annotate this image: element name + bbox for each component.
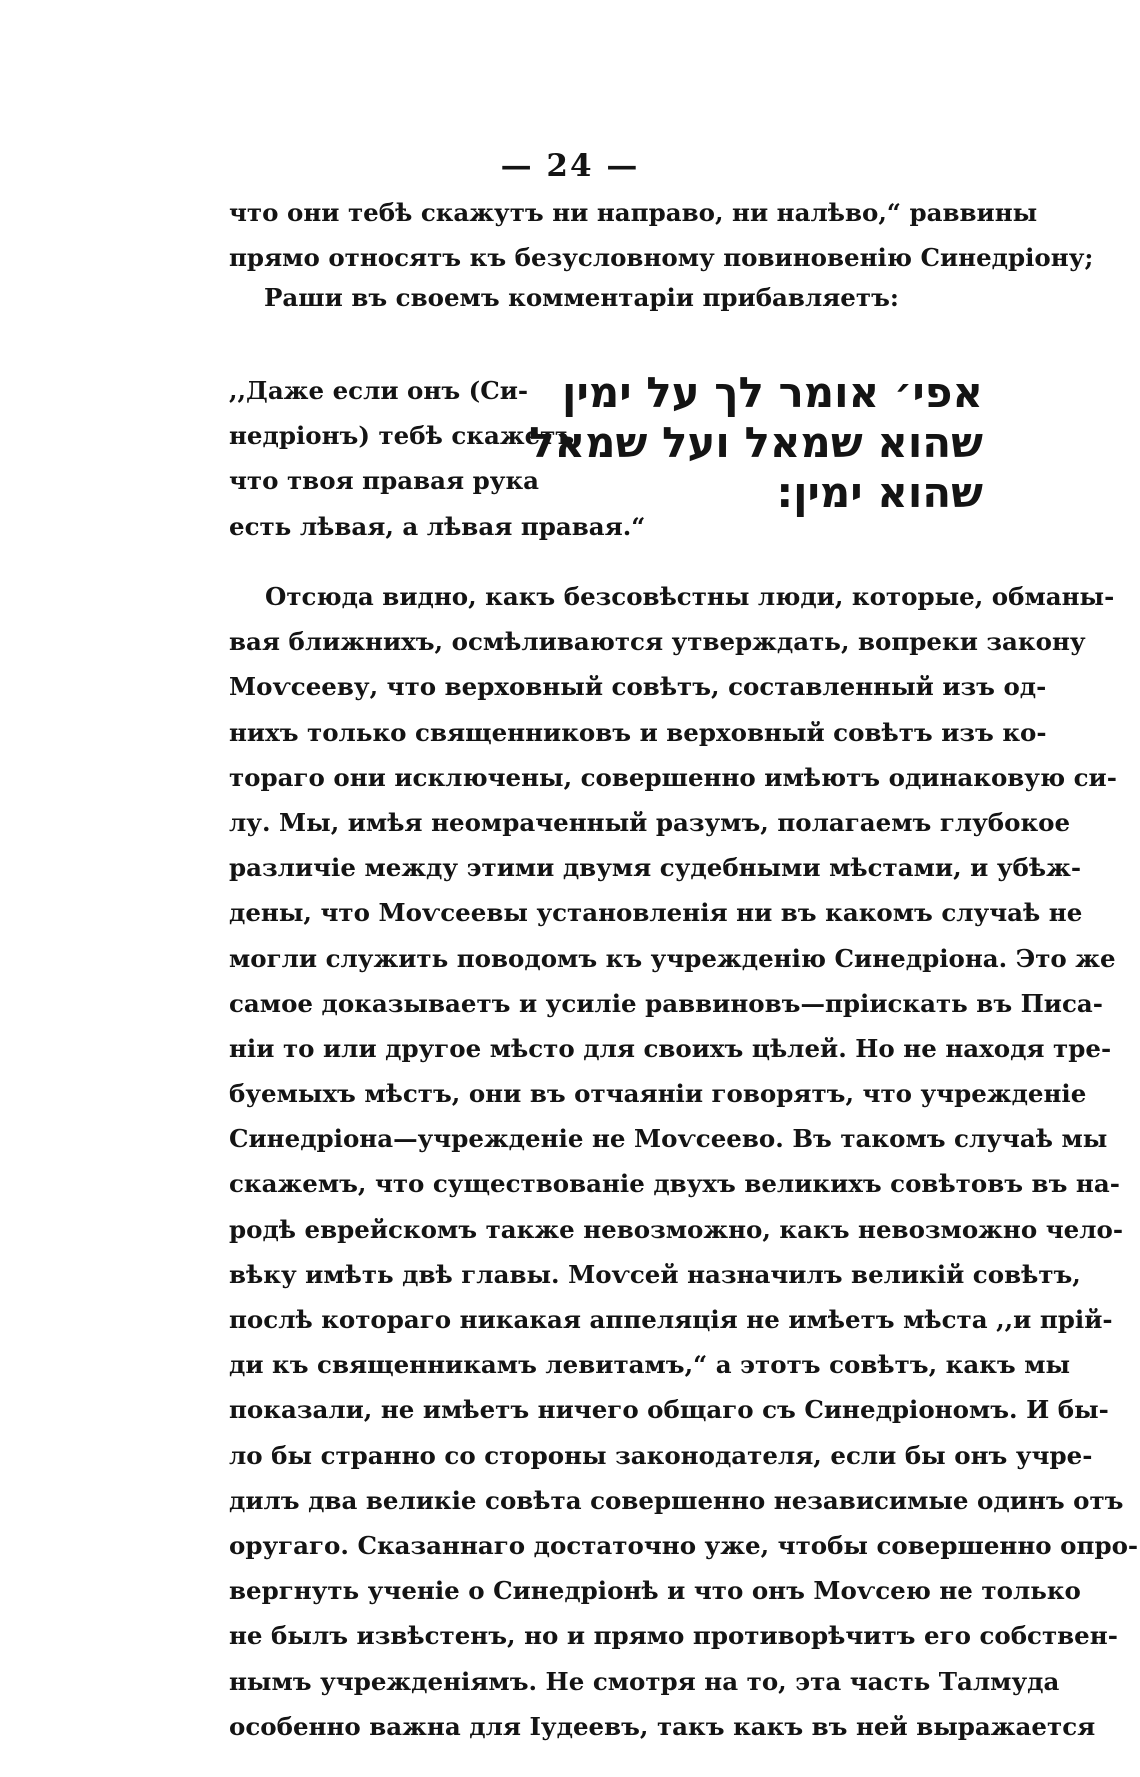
text-line: Отсюда видно, какъ безсовѣстны люди, которые, обманы- xyxy=(265,582,1115,611)
text-line: лу. Мы, имѣя неомраченный разумъ, полагаемъ глубокое xyxy=(229,807,1071,837)
text-line: ,,Даже если онъ (Си- xyxy=(229,376,529,405)
text-line: различіе между этими двумя судебными мѣстами, и убѣж- xyxy=(229,853,1081,883)
text-line: вая ближнихъ, осмѣливаются утверждать, вопреки закону xyxy=(229,627,1086,657)
text-line: показали, не имѣетъ ничего общаго съ Синедріономъ. И бы- xyxy=(229,1395,1109,1425)
text-line: не былъ извѣстенъ, но и прямо противорѣчитъ его собствен- xyxy=(229,1621,1118,1651)
text-line: ди къ священникамъ левитамъ,“ а этотъ совѣтъ, какъ мы xyxy=(229,1350,1071,1380)
text-line: что твоя правая рука xyxy=(229,466,540,496)
text-line: самое доказываетъ и усиліе раввиновъ—пріискать въ Писа- xyxy=(229,988,1103,1018)
text-line: Раши въ своемъ комментаріи прибавляетъ: xyxy=(264,283,899,312)
hebrew-line: אפי׳ אומר לך על ימין xyxy=(562,368,983,417)
text-line: ло бы странно со стороны законодателя, если бы онъ учре- xyxy=(229,1440,1093,1470)
page-number: — 24 — xyxy=(500,148,640,184)
rashi-intro xyxy=(264,275,984,320)
text-line: ніи то или другое мѣсто для своихъ цѣлей. Но не находя тре- xyxy=(229,1033,1112,1063)
text-line: нымъ учрежденіямъ. Не смотря на то, эта часть Талмуда xyxy=(229,1666,1060,1696)
text-line: вергнуть ученіе о Синедріонѣ и что онъ Моѵсею не только xyxy=(229,1576,1081,1606)
text-line: тораго они исключены, совершенно имѣютъ одинаковую си- xyxy=(229,762,1117,792)
text-line: вѣку имѣть двѣ главы. Моѵсей назначилъ великій совѣтъ, xyxy=(229,1259,1081,1289)
text-line: дены, что Моѵсеевы установленія ни въ какомъ случаѣ не xyxy=(229,898,1083,928)
text-line: прямо относятъ къ безусловному повиновенію Синедріону; xyxy=(229,243,1094,273)
text-line: есть лѣвая, а лѣвая правая.“ xyxy=(229,511,646,541)
text-line: Моѵсееву, что верховный совѣтъ, составленный изъ од- xyxy=(229,672,1047,702)
text-line: Синедріона—учрежденіе не Моѵсеево. Въ такомъ случаѣ мы xyxy=(229,1124,1108,1154)
text-line: скажемъ, что существованіе двухъ великихъ совѣтовъ въ на- xyxy=(229,1169,1120,1199)
text-line: особенно важна для Іудеевъ, такъ какъ въ ней выражается xyxy=(229,1711,1096,1741)
text-line: послѣ котораго никакая аппеляція не имѣетъ мѣста ,,и прій- xyxy=(229,1305,1113,1334)
text-line: могли служить поводомъ къ учрежденію Синедріона. Это же xyxy=(229,943,1116,973)
hebrew-line: שהוא ימין: xyxy=(776,468,983,517)
text-line: что они тебѣ скажутъ ни направо, ни налѣво,“ раввины xyxy=(229,198,1038,227)
intro-paragraph xyxy=(229,190,1094,280)
text-line: дилъ два великіе совѣта совершенно независимые одинъ отъ xyxy=(229,1485,1124,1515)
text-line: родѣ еврейскомъ также невозможно, какъ невозможно чело- xyxy=(229,1214,1124,1244)
text-line: нихъ только священниковъ и верховный совѣтъ изъ ко- xyxy=(229,717,1047,747)
text-line: недріонъ) тебѣ скажетъ, xyxy=(229,421,583,451)
text-line: оругаго. Сказаннаго достаточно уже, чтобы совершенно опро- xyxy=(229,1530,1139,1560)
main-paragraph xyxy=(229,574,1139,1749)
hebrew-line: שהוא שמאל ועל שמאל xyxy=(529,418,983,467)
rashi-quote-russian xyxy=(229,368,646,549)
text-line: буемыхъ мѣстъ, они въ отчаяніи говорятъ, что учрежденіе xyxy=(229,1079,1087,1109)
